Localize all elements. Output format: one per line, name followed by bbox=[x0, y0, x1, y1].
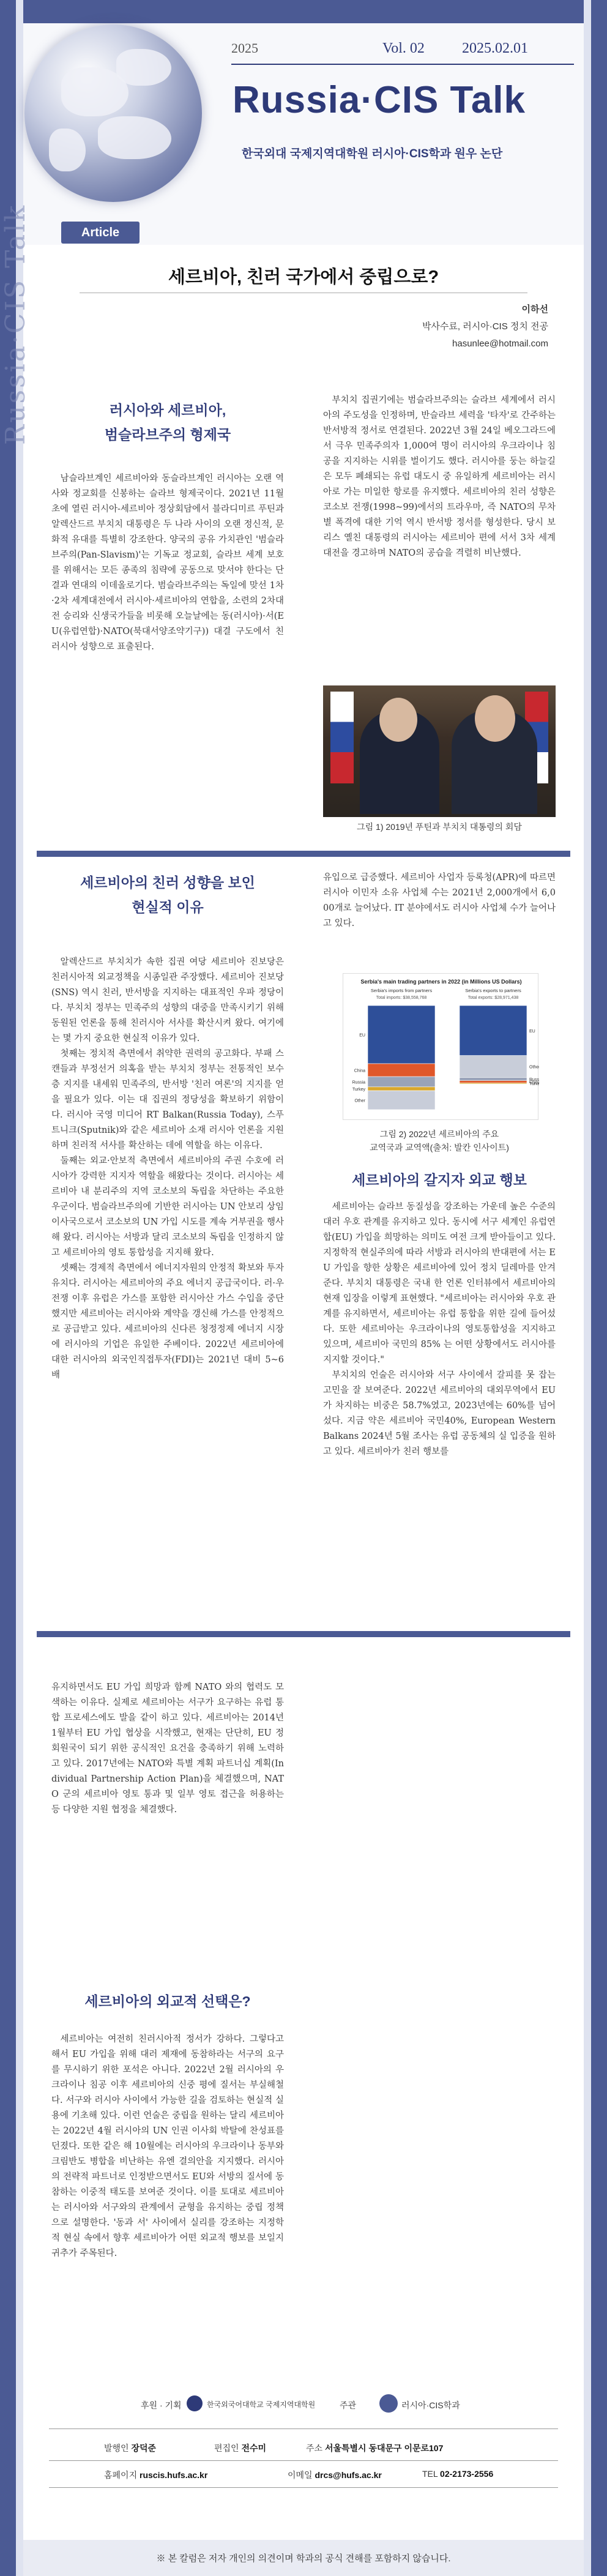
vertical-brand-watermark: Russia·CIS Talk bbox=[0, 204, 31, 445]
section-divider-2 bbox=[37, 1631, 570, 1637]
issue-date: 2025.02.01 bbox=[462, 40, 528, 56]
footer-host-label: 후원 · 기획 bbox=[141, 2400, 182, 2410]
segment-label: Turke bbox=[529, 1082, 539, 1087]
trade-chart-svg bbox=[343, 974, 539, 1121]
address-value: 서울특별시 동대문구 이문로107 bbox=[324, 2443, 444, 2453]
section-2-heading-line-1: 세르비아의 친러 성향을 보인 bbox=[80, 875, 255, 890]
address-label: 주소 bbox=[306, 2443, 323, 2453]
bar-segment bbox=[368, 1064, 435, 1077]
segment-label: Chin bbox=[529, 1080, 538, 1085]
summit-photo bbox=[323, 685, 556, 817]
right-decorative-band bbox=[591, 0, 607, 2576]
paragraph: 둘째는 외교·안보적 측면에서 세르비아의 주권 수호에 러시아가 강력한 지지자 역할을 해왔다는 것이다. 러시아는 세르비아 내 분리주의 지역 코소보의 독립을 차단하는 주요한 우군이다. 범슬라브주의에 기반한 러시아는 UN 안보리 상임이사국으로서 코소보의 UN 가입 시도를 계속 거부권을 행사해 왔다. 러시아는 서방과 달리 코소보의 독립을 인정하지 않고 세르비아의 영토 통합성을 지지해 왔다. bbox=[51, 1156, 284, 1258]
footer-tel bbox=[422, 2469, 493, 2479]
chart-caption-line-1: 그림 2) 2022년 세르비아의 주요 bbox=[379, 1129, 499, 1139]
paragraph: 세르비아는 슬라브 동질성을 강조하는 가운데 높은 수준의 대러 우호 관계를 유지하고 있다. 동시에 서구 세계인 유럽연합(EU) 가입을 희망하는 의미도 여전 크게 받아들이고 있다. 지정학적 현실주의에 따라 서방과 러시아의 반대편에 서는 EU 가입을 향한 상황은 세르비아에 있어 정치 딜레마를 안겨준다. 부치치 대통령은 국내 한 언론 인터뷰에서 세르비아의 현재 입장을 이렇게 표현했다. "세르비아는 러시아와 우호 관계를 유지하면서, 세르비아는 유럽 통합을 위한 길에 들어섰다. 또한 세르비아는 우크라이나의 영토통합성을 지지하고 있으며, 세르비아 국민의 85% 는 어떤 상황에서도 러시아를 지지할 것이다." bbox=[323, 1202, 556, 1365]
bar-segment bbox=[460, 1083, 527, 1084]
author-block bbox=[422, 301, 548, 353]
segment-label: EU bbox=[529, 1029, 535, 1034]
paragraph: 유입으로 급증했다. 세르비아 사업자 등록청(APR)에 따르면 러시아 이민자 소유 사업체 수는 2021년 2,000개에서 6,000개로 늘어났다. IT 분야에서도 러시아 사업체 수가 늘어나고 있다. bbox=[323, 873, 556, 928]
chart-caption-line-2: 교역국과 교역액(출처: 발칸 인사이트) bbox=[370, 1143, 509, 1152]
bar-segment bbox=[460, 1056, 527, 1078]
panel-title: Serbia's exports to partners bbox=[465, 988, 521, 993]
issue-volume: Vol. 02 bbox=[382, 40, 425, 56]
bar-segment bbox=[368, 1077, 435, 1087]
footer-rule-mid bbox=[49, 2460, 558, 2461]
footer-rule-bottom bbox=[49, 2487, 558, 2488]
segment-label: China bbox=[354, 1069, 365, 1073]
bar-segment bbox=[460, 1006, 527, 1056]
paragraph: 셋째는 경제적 측면에서 에너지자원의 안정적 확보와 투자유치다. 러시아는 세르비아의 주요 에너지 공급국이다. 러·우 전쟁 이후 유럽은 가스를 포함한 러시아산 가스 수입을 중단했지만 세르비아는 러시아와 계약을 갱신해 가스를 안정적으로 공급받고 있다. 세르비아의 신다른 청정정제 에너지 시장에 러시아의 기업은 유일한 주베이다. 2022년 세르비아에 대한 러시아의 외국인직접투자(FDI)는 2021년 대비 5~6배 bbox=[51, 1263, 284, 1380]
section-1-heading-line-2: 범슬라브주의 형제국 bbox=[104, 427, 231, 442]
panel-total: Total imports: $38,558,768 bbox=[376, 996, 427, 1000]
section-1-body-right bbox=[323, 393, 556, 561]
globe-icon bbox=[24, 24, 202, 202]
section-2-heading-line-2: 현실적 이유 bbox=[132, 899, 204, 915]
tel-value: 02-2173-2556 bbox=[440, 2469, 494, 2479]
newsletter-subtitle: 한국외대 국제지역대학원 러시아·CIS학과 원우 논단 bbox=[242, 147, 503, 160]
segment-label: Other bbox=[529, 1065, 539, 1070]
footer-editor bbox=[214, 2442, 266, 2454]
paragraph: 부치치의 언술은 러시아와 서구 사이에서 갈피를 못 잡는 고민을 잘 보여준다. 2022년 세르비아의 대외무역에서 EU가 차지하는 비중은 58.7%였고, 2023년에는 60%를 넘어섰다. 지금 약은 세르비아 국민40%, European Western Balkans 2024년 5월 조사는 유럽 공동체의 실 입증을 원하고 있다. 세르비아가 친러 행보를 bbox=[323, 1370, 556, 1457]
footer-homepage bbox=[104, 2469, 207, 2481]
photo-caption: 그림 1) 2019년 푸틴과 부치치 대통령의 회담 bbox=[357, 822, 522, 832]
bar-segment bbox=[460, 1077, 527, 1080]
section-1-heading-line-1: 러시아와 세르비아, bbox=[109, 402, 226, 418]
newsletter-brand: Russia·CIS Talk bbox=[233, 79, 526, 121]
section-4-heading: 세르비아의 외교적 선택은? bbox=[84, 1993, 251, 2009]
author-email[interactable]: hasunlee@hotmail.com bbox=[452, 338, 548, 349]
homepage-link[interactable]: ruscis.hufs.ac.kr bbox=[140, 2470, 208, 2480]
chart-title: Serbia's main trading partners in 2022 (in Millions US Dollars) bbox=[360, 979, 522, 985]
department-logo-icon bbox=[379, 2394, 398, 2413]
email-label: 이메일 bbox=[288, 2470, 313, 2480]
section-1-heading bbox=[51, 398, 284, 447]
publisher-name: 장덕준 bbox=[131, 2443, 157, 2453]
homepage-label: 홈페이지 bbox=[104, 2470, 138, 2480]
footer-org-label: 주관 bbox=[340, 2400, 357, 2410]
header-divider bbox=[231, 64, 574, 65]
paragraph: 부치치 집권기에는 범슬라브주의는 슬라브 세계에서 러시아의 주도성을 인정하며, 반슬라브 세력을 '타자'로 간주하는 반서방적 정서로 연결된다. 2022년 3월 24일 베오그라드에서 극우 민족주의자 1,000여 명이 러시아의 우크라이나 침공을 지지하는 시위를 벌이기도 했다. 러시아를 둥는 하늘길 은 모두 폐쇄되는 유럽 대도시 중 유일하게 세르비아는 러시아로 가는 미일한 항로를 유지했다. 세르비아의 친러 성향은 코소보 전쟁(1998~99)에서의 트라우마, 즉 NATO의 무차별 폭격에 대한 기억 역시 반서방 정서를 형성한다. 당시 보리스 옐친 대통령의 러시아는 세르비아 편에 서서 3차 세계대전을 경고하며 NATO의 공습을 격렬히 비난했다. bbox=[323, 395, 556, 558]
section-3-body-right bbox=[323, 1200, 556, 1460]
panel-title: Serbia's imports from partners bbox=[370, 988, 433, 993]
footer-host-name: 한국외국어대학교 국제지역대학원 bbox=[207, 2400, 316, 2409]
section-3-body-continued bbox=[51, 1680, 284, 1818]
segment-label: Turkey bbox=[352, 1088, 365, 1092]
university-logo-icon bbox=[187, 2395, 203, 2411]
tel-label: TEL bbox=[422, 2469, 438, 2479]
section-2-heading bbox=[51, 870, 284, 919]
section-3-heading: 세르비아의 갈지자 외교 행보 bbox=[352, 1172, 527, 1188]
footer-address bbox=[306, 2442, 443, 2454]
chart-caption bbox=[323, 1127, 556, 1154]
publisher-label: 발행인 bbox=[104, 2443, 129, 2453]
email-link[interactable]: drcs@hufs.ac.kr bbox=[315, 2470, 382, 2480]
author-affiliation: 박사수료, 러시아·CIS 정치 전공 bbox=[422, 321, 548, 332]
trade-chart bbox=[343, 973, 538, 1120]
header-top-bar bbox=[23, 0, 584, 23]
article-tag: Article bbox=[61, 222, 140, 244]
editor-name: 전수미 bbox=[241, 2443, 267, 2453]
bar-segment bbox=[368, 1087, 435, 1091]
section-4-body bbox=[51, 2032, 284, 2261]
paragraph: 알렉산드르 부치치가 속한 집권 여당 세르비아 진보당은 친러시아적 외교정책을 시종일관 주장했다. 세르비아 진보당(SNS) 역시 친러, 반서방을 지지하는 대표적인 우파 정당이다. 부치치 정부는 민족주의 성향의 대중을 만족시키기 위해 동원된 언론을 통해 친러시아 서사를 확산시켜 왔다. 여기에는 몇 가지 중요한 현실적 이유가 있다. bbox=[51, 957, 284, 1043]
segment-label: Russ bbox=[529, 1078, 539, 1083]
bar-segment bbox=[368, 1006, 435, 1064]
paragraph: 세르비아는 여전히 친러시아적 정서가 강하다. 그렇다고 해서 EU 가입을 위해 대러 제재에 동참하라는 서구의 요구를 무시하기 위한 포석은 아니다. 2022년 2월 러시아의 우크라이나 침공 이후 세르비아의 신중 평에 질서는 부실해철다. 서구와 러시아 사이에서 가능한 길을 검토하는 현실적 실용에 기초해 있다. 이런 언술은 중립을 원하는 달리 세르비아는 2022년 4월 러시아의 UN 인권 이사회 박탈에 찬성표를 던졌다. 또한 같은 해 10월에는 러시아의 우크라이나 동부와 크림반도 병합을 비난하는 유엔 결의안을 지지했다. 러시아의 전략적 파트너로 인정받으면서도 EU와 서방의 질서에 동참하는 이중적 태도를 보여준 것이다. 이를 토대로 세르비아는 러시아와 서구와의 관계에서 균형을 유지하는 중립 정책으로 설명한다. '동과 서' 사이에서 실리를 강조하는 지정학적 현실 속에서 향후 세르비아가 어떤 외교적 행보를 보일지 귀추가 주목된다. bbox=[51, 2034, 284, 2258]
section-2-body-left bbox=[51, 955, 284, 1383]
paragraph: 유지하면서도 EU 가입 희망과 함께 NATO 와의 협력도 모색하는 이유다. 실제로 세르비아는 서구가 요구하는 유럽 통합 프로세스에도 발을 같이 하고 있다. 세르비아는 2014년 1월부터 EU 가입 협상을 시작했고, 현재는 단단히, EU 정회원국이 되기 위한 공식적인 요건을 충족하기 위해 노력하고 있다. 2017년에는 NATO와 특별 계획 파트너십 계획(Individual Partnership Action Plan)을 체결했으며, NATO 군의 세르비아 영토 통과 및 일부 영토 접근을 허용하는 등 다양한 지원 협정을 체결했다. bbox=[51, 1682, 284, 1815]
section-2-body-right bbox=[323, 870, 556, 931]
footer-org-name: 러시아·CIS학과 bbox=[401, 2400, 460, 2410]
section-1-body-left bbox=[51, 471, 284, 655]
segment-label: Russia bbox=[352, 1080, 365, 1085]
segment-label: Other bbox=[354, 1099, 365, 1103]
editor-label: 편집인 bbox=[214, 2443, 239, 2453]
bar-segment bbox=[460, 1081, 527, 1083]
segment-label: EU bbox=[359, 1033, 365, 1038]
disclaimer-notice: ※ 본 칼럼은 저자 개인의 의견이며 학과의 공식 견해를 포함하지 않습니다. bbox=[23, 2540, 584, 2576]
issue-year: 2025 bbox=[231, 40, 258, 56]
paragraph: 남슬라브계인 세르비아와 동슬라브계인 러시아는 오랜 역사와 정교회를 신봉하는 슬라브 형제국이다. 2021년 11월초에 열린 러시아-세르비아 정상회담에서 블라디미르 푸틴과 알렉산드르 부치치 대통령은 두 나라 사이의 오랜 정신적, 문화적 유대를 특별히 강조한다. 양국의 공유 가치관인 '범슬라브주의(Pan-Slavism)'는 기독교 정교회, 슬라브 세계 보호를 위해서는 모든 종족의 침략에 공동으로 맞서야 한다는 단결과 연대의 이데올로기다. 범슬라브주의는 독일에 맞선 1차·2차 세계대전에서 러시아·세르비아의 연합을, 소련의 2차대전 승리와 신생국가들을 비롯해 오늘날에는 동(러시아)·서(EU(유럽연합)·NATO(북대서양조약기구)) 대결 구도에서 친러시아 성향으로 표출된다. bbox=[51, 474, 284, 652]
bar-segment bbox=[368, 1091, 435, 1110]
panel-total: Total exports: $28,971,438 bbox=[467, 996, 519, 1000]
footer-publisher bbox=[104, 2442, 156, 2454]
author-name: 이하선 bbox=[521, 304, 548, 315]
right-inner-band bbox=[584, 0, 591, 2576]
section-divider bbox=[37, 851, 570, 857]
footer-email bbox=[288, 2469, 382, 2481]
paragraph: 첫째는 정치적 측면에서 취약한 권력의 공고화다. 부패 스캔들과 부정선거 의혹을 받는 부치치 정부는 전통적인 보수층 지지를 내세워 민족주의, 반서방 '친러 여론'의 지지를 얻을 필요가 있다. 이는 대 집권의 정당성을 확보하기 위함이다. 러시아 국영 미디어 RT Balkan(Russia Today), 스푸트니크(Sputnik)와 같은 세르비아 소재 러시아 언론을 지원하며 친러적 서사를 확산하는 데에 역할을 하는 이유다. bbox=[51, 1049, 284, 1151]
article-title: 세르비아, 친러 국가에서 중립으로? bbox=[168, 267, 439, 287]
